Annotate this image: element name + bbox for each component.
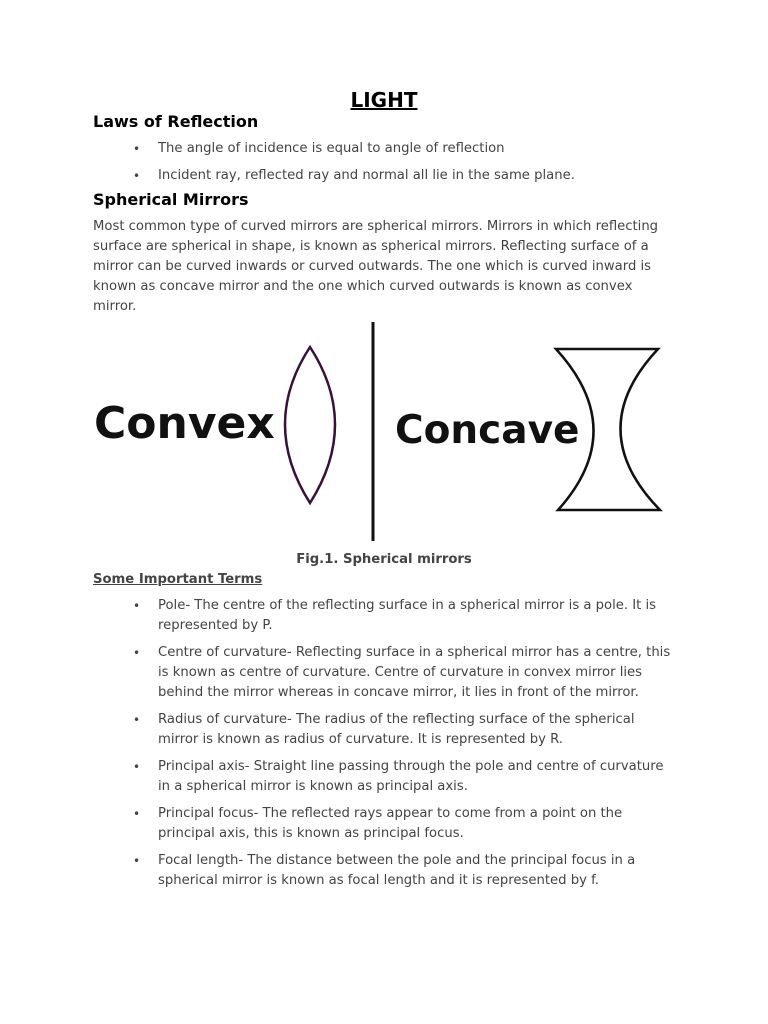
laws-of-reflection-heading: Laws of Reflection bbox=[93, 112, 259, 131]
page-title: LIGHT bbox=[350, 88, 418, 112]
list-item: • Incident ray, reflected ray and normal all lie in the same plane. bbox=[0, 166, 768, 186]
spherical-mirrors-paragraph: Most common type of curved mirrors are spherical mirrors. Mirrors in which reflecting surface are spherical in shape, is known as spherical mirrors. Reflecting surface of a mirror can be curved inwards or curved outwards. The one which is curved inward is known as concave mirror and the one which curved outwards is known as convex mirror. bbox=[93, 219, 659, 314]
bullet-icon: • bbox=[133, 646, 141, 660]
list-item: • Radius of curvature- The radius of the reflecting surface of the spherical mirror is known as radius of curvature. It is represented by R. bbox=[133, 712, 635, 747]
convex-lens-shape bbox=[285, 347, 335, 503]
bullet-icon: • bbox=[133, 142, 141, 156]
bullet-icon: • bbox=[133, 169, 141, 183]
bullet-icon: • bbox=[133, 599, 141, 613]
concave-label: Concave bbox=[395, 408, 580, 453]
figure-caption: Fig.1. Spherical mirrors bbox=[296, 552, 472, 567]
bullet-icon: • bbox=[133, 760, 141, 774]
spherical-mirrors-figure bbox=[88, 320, 678, 545]
list-item: • The angle of incidence is equal to angle of reflection bbox=[0, 139, 768, 159]
bullet-icon: • bbox=[133, 713, 141, 727]
bullet-icon: • bbox=[133, 854, 141, 868]
spherical-mirrors-heading: Spherical Mirrors bbox=[93, 190, 249, 209]
list-item: • Principal focus- The reflected rays appear to come from a point on the principal axis, this is known as principal focus. bbox=[133, 806, 623, 841]
list-item: • Pole- The centre of the reflecting surface in a spherical mirror is a pole. It is represented by P. bbox=[133, 598, 657, 633]
list-item: • Centre of curvature- Reflecting surface in a spherical mirror has a centre, this is known as centre of curvature. Centre of curvature in convex mirror lies behind the mirror whereas in concave mirror, it lies in front of the mirror. bbox=[133, 645, 671, 700]
terms-list bbox=[0, 596, 768, 898]
mirror-diagram bbox=[88, 320, 678, 545]
list-item: • Focal length- The distance between the pole and the principal focus in a spherical mirror is known as focal length and it is represented by f. bbox=[133, 853, 636, 888]
bullet-icon: • bbox=[133, 807, 141, 821]
important-terms-heading: Some Important Terms bbox=[93, 572, 263, 587]
convex-label: Convex bbox=[94, 398, 275, 449]
laws-list bbox=[0, 139, 768, 193]
list-item: • Principal axis- Straight line passing through the pole and centre of curvature in a spherical mirror is known as principal axis. bbox=[133, 759, 664, 794]
